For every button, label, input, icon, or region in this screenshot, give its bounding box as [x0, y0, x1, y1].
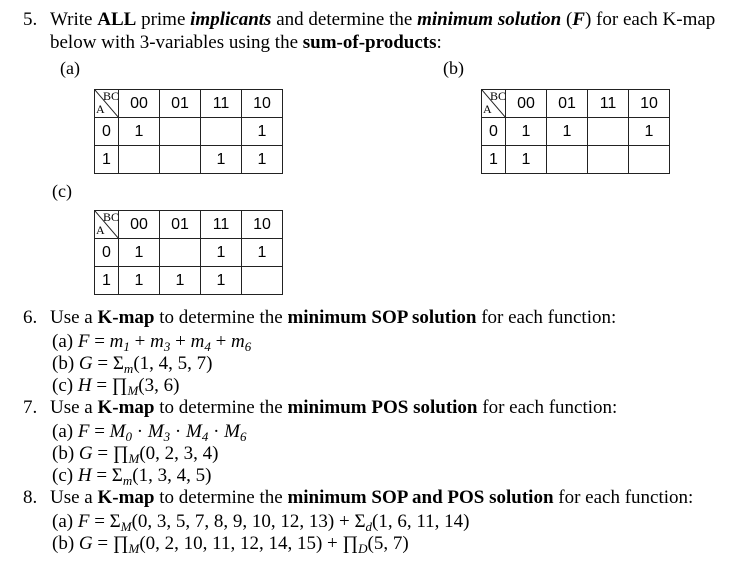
text-run: minimum SOP solution — [287, 307, 477, 328]
text-run: ALL — [97, 9, 137, 30]
kmap-cell: 1 — [201, 239, 242, 267]
kmap-cell — [547, 146, 588, 174]
text-run: (b) — [52, 353, 79, 374]
kmap-row-variable: A — [96, 102, 105, 116]
text-run: for each function: — [476, 307, 617, 328]
kmap-row-header: 1 — [95, 146, 119, 174]
kmap-column-header: 11 — [201, 90, 242, 118]
text-run: Write — [50, 9, 98, 30]
text-run: 0 — [125, 429, 132, 444]
text-run: + — [129, 331, 151, 352]
text-run: (0, 2, 3, 4) — [139, 443, 219, 464]
kmap-row-header: 0 — [95, 118, 119, 146]
text-run: 6 — [239, 429, 247, 444]
text-run: m — [231, 331, 245, 352]
text-run: = Σ — [91, 465, 123, 486]
text-run: Use a — [50, 307, 98, 328]
kmap-column-header: 10 — [242, 211, 283, 239]
text-run: G — [78, 443, 93, 464]
kmap-cell — [119, 146, 160, 174]
kmap-corner — [482, 90, 506, 118]
text-run: H — [77, 375, 92, 396]
kmap-b — [481, 89, 670, 174]
text-run: F — [77, 511, 90, 532]
kmap-cell — [160, 146, 201, 174]
text-run: (c) — [52, 375, 78, 396]
text-run: 1 — [123, 339, 130, 354]
text-run: D — [358, 541, 368, 556]
kmap-cell: 1 — [506, 118, 547, 146]
text-run: H — [77, 465, 92, 486]
text-run: implicants — [190, 9, 272, 30]
kmap-cell: 1 — [547, 118, 588, 146]
text-run: + — [170, 331, 191, 352]
text-run: m — [122, 473, 133, 488]
text-run: Use a — [50, 397, 98, 418]
text-run: (0, 3, 5, 7, 8, 9, 10, 12, 13) + Σ — [131, 511, 366, 532]
kmap-cell: 1 — [506, 146, 547, 174]
kmap-column-header: 01 — [160, 90, 201, 118]
text-run: (1, 3, 4, 5) — [132, 465, 212, 486]
text-run: minimum POS solution — [287, 397, 478, 418]
text-run: M — [120, 519, 132, 534]
text-run: = — [89, 331, 110, 352]
text-run: prime — [136, 9, 191, 30]
text-run: F — [572, 9, 585, 30]
kmap-column-header: 01 — [160, 211, 201, 239]
text-run: (a) — [52, 331, 78, 352]
text-run: (a) — [52, 421, 78, 442]
kmap-cell: 1 — [119, 118, 160, 146]
text-run: G — [78, 353, 93, 374]
text-run: = Σ — [89, 511, 121, 532]
text-run: = ∏ — [91, 375, 128, 396]
text-run: sum-of-products — [302, 32, 437, 53]
text-run: M — [128, 451, 140, 466]
kmap-c — [94, 210, 283, 295]
text-run: (c) — [52, 465, 78, 486]
text-run: m — [150, 331, 164, 352]
kmap-column-header: 10 — [242, 90, 283, 118]
text-run: Use a — [50, 487, 98, 508]
text-run: 3 — [163, 429, 171, 444]
kmap-column-header: 00 — [119, 90, 160, 118]
text-run: K-map — [97, 307, 155, 328]
text-run: (1, 4, 5, 7) — [133, 353, 213, 374]
kmap-cell: 1 — [119, 239, 160, 267]
kmap-cell — [160, 118, 201, 146]
text-run: for each function: — [477, 397, 618, 418]
text-run: ( — [561, 9, 573, 30]
text-run: m — [190, 331, 205, 352]
kmap-cell: 1 — [119, 267, 160, 295]
text-run: to determine the — [154, 307, 288, 328]
kmap-cell — [242, 267, 283, 295]
text-run: (0, 2, 10, 11, 12, 14, 15) + ∏ — [139, 533, 359, 554]
text-run: (b) — [52, 533, 79, 554]
text-run: · — [208, 421, 225, 442]
text-run: : — [436, 32, 442, 53]
kmap-cell: 1 — [629, 118, 670, 146]
text-run: M — [127, 383, 139, 398]
kmap-cell: 1 — [242, 239, 283, 267]
kmap-column-header: 11 — [588, 90, 629, 118]
text-run: d — [365, 519, 373, 534]
kmap-cell — [629, 146, 670, 174]
text-run: = — [89, 421, 110, 442]
text-run: M — [224, 421, 240, 442]
question-6-number: 6. — [23, 307, 38, 328]
text-run: to determine the — [154, 397, 288, 418]
text-run: M — [147, 421, 164, 442]
kmap-row-header: 1 — [95, 267, 119, 295]
kmap-corner — [95, 90, 119, 118]
text-run: below with 3-variables using the — [50, 32, 303, 53]
kmap-column-variable: BC — [490, 89, 507, 103]
text-run: = ∏ — [92, 533, 129, 554]
question-8-intro — [50, 487, 693, 509]
text-run: m — [123, 361, 134, 376]
text-run: and determine the — [271, 9, 418, 30]
text-run: (b) — [52, 443, 79, 464]
kmap-column-header: 01 — [547, 90, 588, 118]
kmap-cell: 1 — [242, 146, 283, 174]
kmap-c-label: (c) — [52, 181, 72, 201]
text-run: for each function: — [553, 487, 694, 508]
kmap-row-header: 0 — [95, 239, 119, 267]
kmap-cell: 1 — [160, 267, 201, 295]
text-run: (3, 6) — [138, 375, 180, 396]
kmap-corner — [95, 211, 119, 239]
question-5-line-1 — [50, 9, 715, 31]
question-7-number: 7. — [23, 397, 38, 418]
text-run: M — [128, 541, 140, 556]
text-run: M — [109, 421, 126, 442]
kmap-column-header: 00 — [506, 90, 547, 118]
text-run: to determine the — [154, 487, 288, 508]
text-run: minimum SOP and POS solution — [287, 487, 554, 508]
kmap-column-header: 00 — [119, 211, 160, 239]
text-run: 3 — [163, 339, 171, 354]
text-run: (1, 6, 11, 14) — [372, 511, 470, 532]
text-run: (5, 7) — [367, 533, 409, 554]
kmap-cell — [588, 118, 629, 146]
kmap-cell — [201, 118, 242, 146]
kmap-cell: 1 — [242, 118, 283, 146]
text-run: 4 — [201, 429, 209, 444]
text-run: F — [77, 421, 90, 442]
question-8-number: 8. — [23, 487, 38, 508]
text-run: 4 — [204, 339, 211, 354]
kmap-cell — [588, 146, 629, 174]
text-run: K-map — [97, 487, 155, 508]
text-run: = Σ — [92, 353, 124, 374]
text-run: + — [210, 331, 232, 352]
kmap-column-variable: BC — [103, 210, 120, 224]
text-run: · — [170, 421, 186, 442]
kmap-row-variable: A — [483, 102, 492, 116]
kmap-cell — [160, 239, 201, 267]
text-run: = ∏ — [92, 443, 129, 464]
question-8-item-b — [52, 533, 409, 560]
kmap-row-header: 1 — [482, 146, 506, 174]
kmap-cell: 1 — [201, 267, 242, 295]
text-run: K-map — [97, 397, 155, 418]
kmap-cell: 1 — [201, 146, 242, 174]
question-6-intro — [50, 307, 616, 329]
text-run: · — [132, 421, 148, 442]
kmap-row-header: 0 — [482, 118, 506, 146]
text-run: G — [78, 533, 93, 554]
kmap-column-variable: BC — [103, 89, 120, 103]
question-7-intro — [50, 397, 617, 419]
text-run: m — [109, 331, 124, 352]
text-run: M — [185, 421, 202, 442]
text-run: F — [77, 331, 90, 352]
kmap-row-variable: A — [96, 223, 105, 237]
question-5-line-2 — [50, 32, 442, 54]
kmap-column-header: 11 — [201, 211, 242, 239]
kmap-b-label: (b) — [443, 58, 464, 78]
question-5-number: 5. — [23, 9, 38, 30]
kmap-column-header: 10 — [629, 90, 670, 118]
kmap-a — [94, 89, 283, 174]
text-run: (a) — [52, 511, 78, 532]
text-run: minimum solution — [417, 9, 562, 30]
kmap-a-label: (a) — [60, 58, 80, 78]
text-run: 6 — [244, 339, 252, 354]
text-run: ) for each K-map — [584, 9, 716, 30]
